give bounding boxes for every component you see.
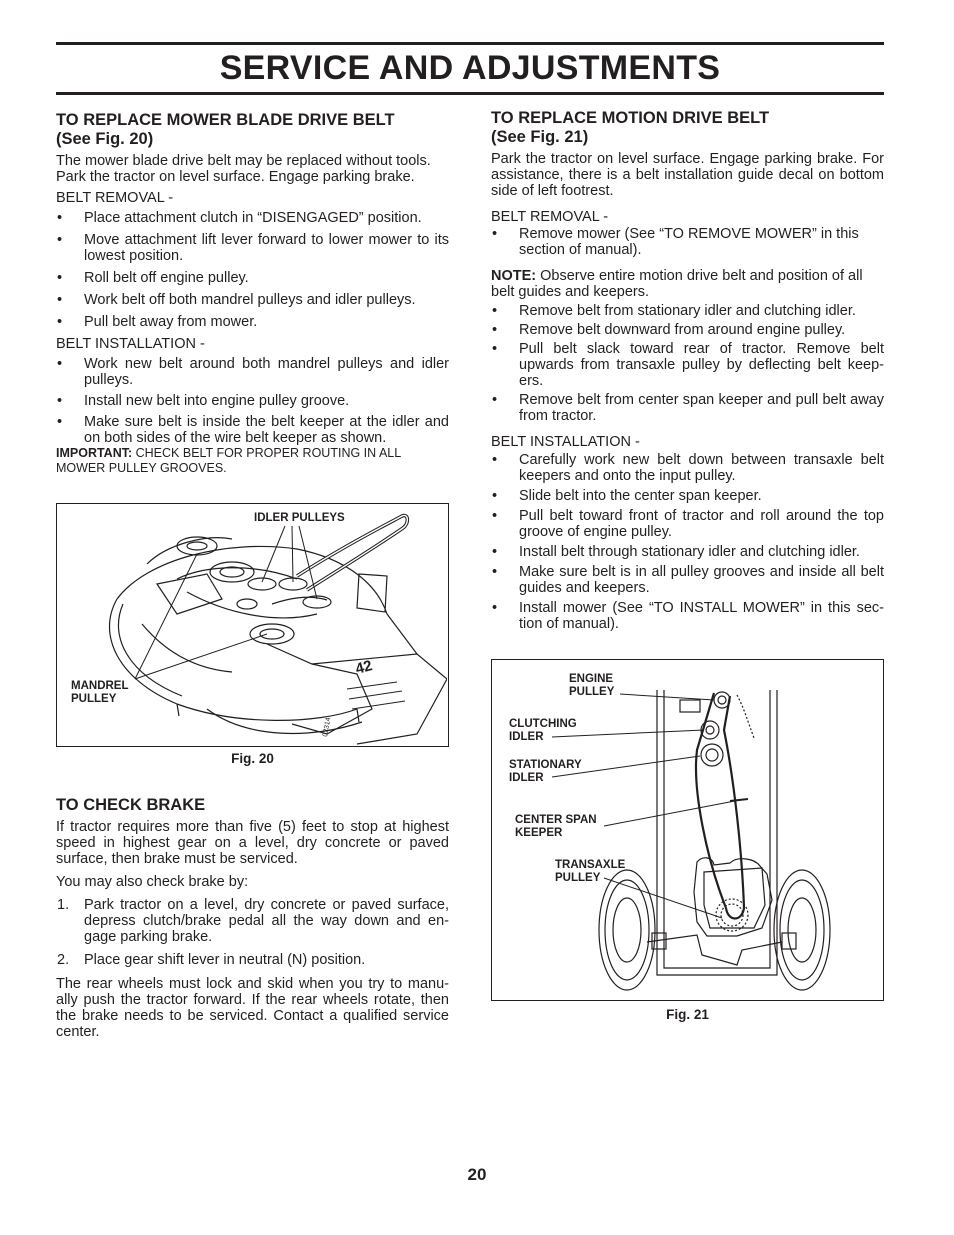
motion-install-list [491,452,884,632]
deck-model-mark: 42 [353,657,375,678]
belt-removal-label: BELT REMOVAL - [491,209,609,225]
label-clutching-idler: CLUTCHING IDLER [509,718,577,743]
brake-intro: If tractor requires more than five (5) feet to stop at highest speed in highest gear on a level, dry concrete or paved surface, then brake must be serviced. [56,819,449,867]
blade-belt-intro: The mower blade drive belt may be replaced without tools. Park the tractor on level surface. Engage parking brake. [56,153,431,185]
brake-steps [56,897,449,968]
list-item: • Make sure belt is inside the belt keeper at the idler and on both sides of the wire belt keeper as shown. [56,414,449,446]
list-item: 1. Park tractor on a level, dry concrete or paved surface, depress clutch/brake pedal all the way down and en-gage parking brake. [57,897,449,945]
figure-20 [56,503,449,747]
figure-21 [491,659,884,1001]
list-item: • Carefully work new belt down between transaxle belt keepers and onto the input pulley. [491,452,884,484]
label-transaxle-pulley: TRANSAXLE PULLEY [555,859,626,884]
list-item: • Roll belt off engine pulley. [56,270,449,286]
list-item: • Pull belt slack toward rear of tractor. Remove belt upwards from transaxle pulley by deflecting belt keep-ers. [491,341,884,389]
motion-belt-intro: Park the tractor on level surface. Engage parking brake. For assistance, there is a belt installation guide decal on bottom side of left footrest. [491,151,884,199]
label-idler-pulleys: IDLER PULLEYS [254,512,345,524]
page-number: 20 [467,1165,487,1184]
header-rule-bottom [56,92,884,95]
list-item: • Move attachment lift lever forward to lower mower to its lowest position. [56,232,449,264]
brake-heading: TO CHECK BRAKE [56,796,206,814]
list-item: • Pull belt toward front of tractor and roll around the top groove of engine pulley. [491,508,884,540]
list-item: • Remove belt downward from around engine pulley. [491,322,884,338]
list-item: • Install belt through stationary idler and clutching idler. [491,544,884,560]
belt-installation-label: BELT INSTALLATION - [56,336,205,352]
motion-removal-list [491,303,884,424]
section-motion-belt [491,109,884,632]
list-item: • Make sure belt is in all pulley grooves and inside all belt guides and keepers. [491,564,884,596]
label-engine-pulley: ENGINE PULLEY [569,673,615,698]
belt-removal-label: BELT REMOVAL - [56,190,174,206]
section-check-brake [56,796,449,1047]
important-note: IMPORTANT: CHECK BELT FOR PROPER ROUTING IN ALL MOWER PULLEY GROOVES. [56,446,401,475]
list-item: 2. Place gear shift lever in neutral (N) position. [57,952,366,968]
blade-removal-list [56,210,449,330]
list-item: • Work new belt around both mandrel pulleys and idler pulleys. [56,356,449,388]
list-item: • Work belt off both mandrel pulleys and idler pulleys. [56,292,449,308]
list-item: • Slide belt into the center span keeper. [491,488,884,504]
list-item: • Pull belt away from mower. [56,314,449,330]
label-mandrel-pulley: MANDREL PULLEY [71,680,129,705]
blade-belt-heading: TO REPLACE MOWER BLADE DRIVE BELT (See Fig. 20) [56,111,395,148]
list-item: • Remove belt from center span keeper and pull belt away from tractor. [491,392,884,424]
list-item: • Remove mower (See “TO REMOVE MOWER” in this section of manual). [491,226,884,258]
label-center-span-keeper: CENTER SPAN KEEPER [515,814,597,839]
list-item: • Remove belt from stationary idler and clutching idler. [491,303,884,319]
list-item: • Install new belt into engine pulley groove. [56,393,449,409]
motion-belt-heading: TO REPLACE MOTION DRIVE BELT (See Fig. 21) [491,109,770,146]
fig20-caption: Fig. 20 [231,751,274,766]
part-code: 02314 [322,716,333,738]
mower-deck-illustration [57,504,447,745]
header-rule-top [56,42,884,45]
list-item: • Install mower (See “TO INSTALL MOWER” in this sec-tion of manual). [491,600,884,632]
page-title: SERVICE AND ADJUSTMENTS [219,49,721,87]
list-item: • Place attachment clutch in “DISENGAGED” position. [56,210,449,226]
brake-outro: The rear wheels must lock and skid when you try to manu-ally push the tractor forward. If the rear wheels rotate, then the brake needs to be serviced. Contact a qualified service center. [56,976,449,1040]
motion-removal-first [491,226,884,258]
label-stationary-idler: STATIONARY IDLER [509,759,582,784]
belt-installation-label: BELT INSTALLATION - [491,434,640,450]
motion-note: NOTE: Observe entire motion drive belt and position of all belt guides and keepers. [491,268,863,300]
blade-install-list [56,356,449,446]
fig21-caption: Fig. 21 [666,1007,709,1022]
section-blade-belt [56,111,449,481]
brake-also: You may also check brake by: [56,874,249,890]
